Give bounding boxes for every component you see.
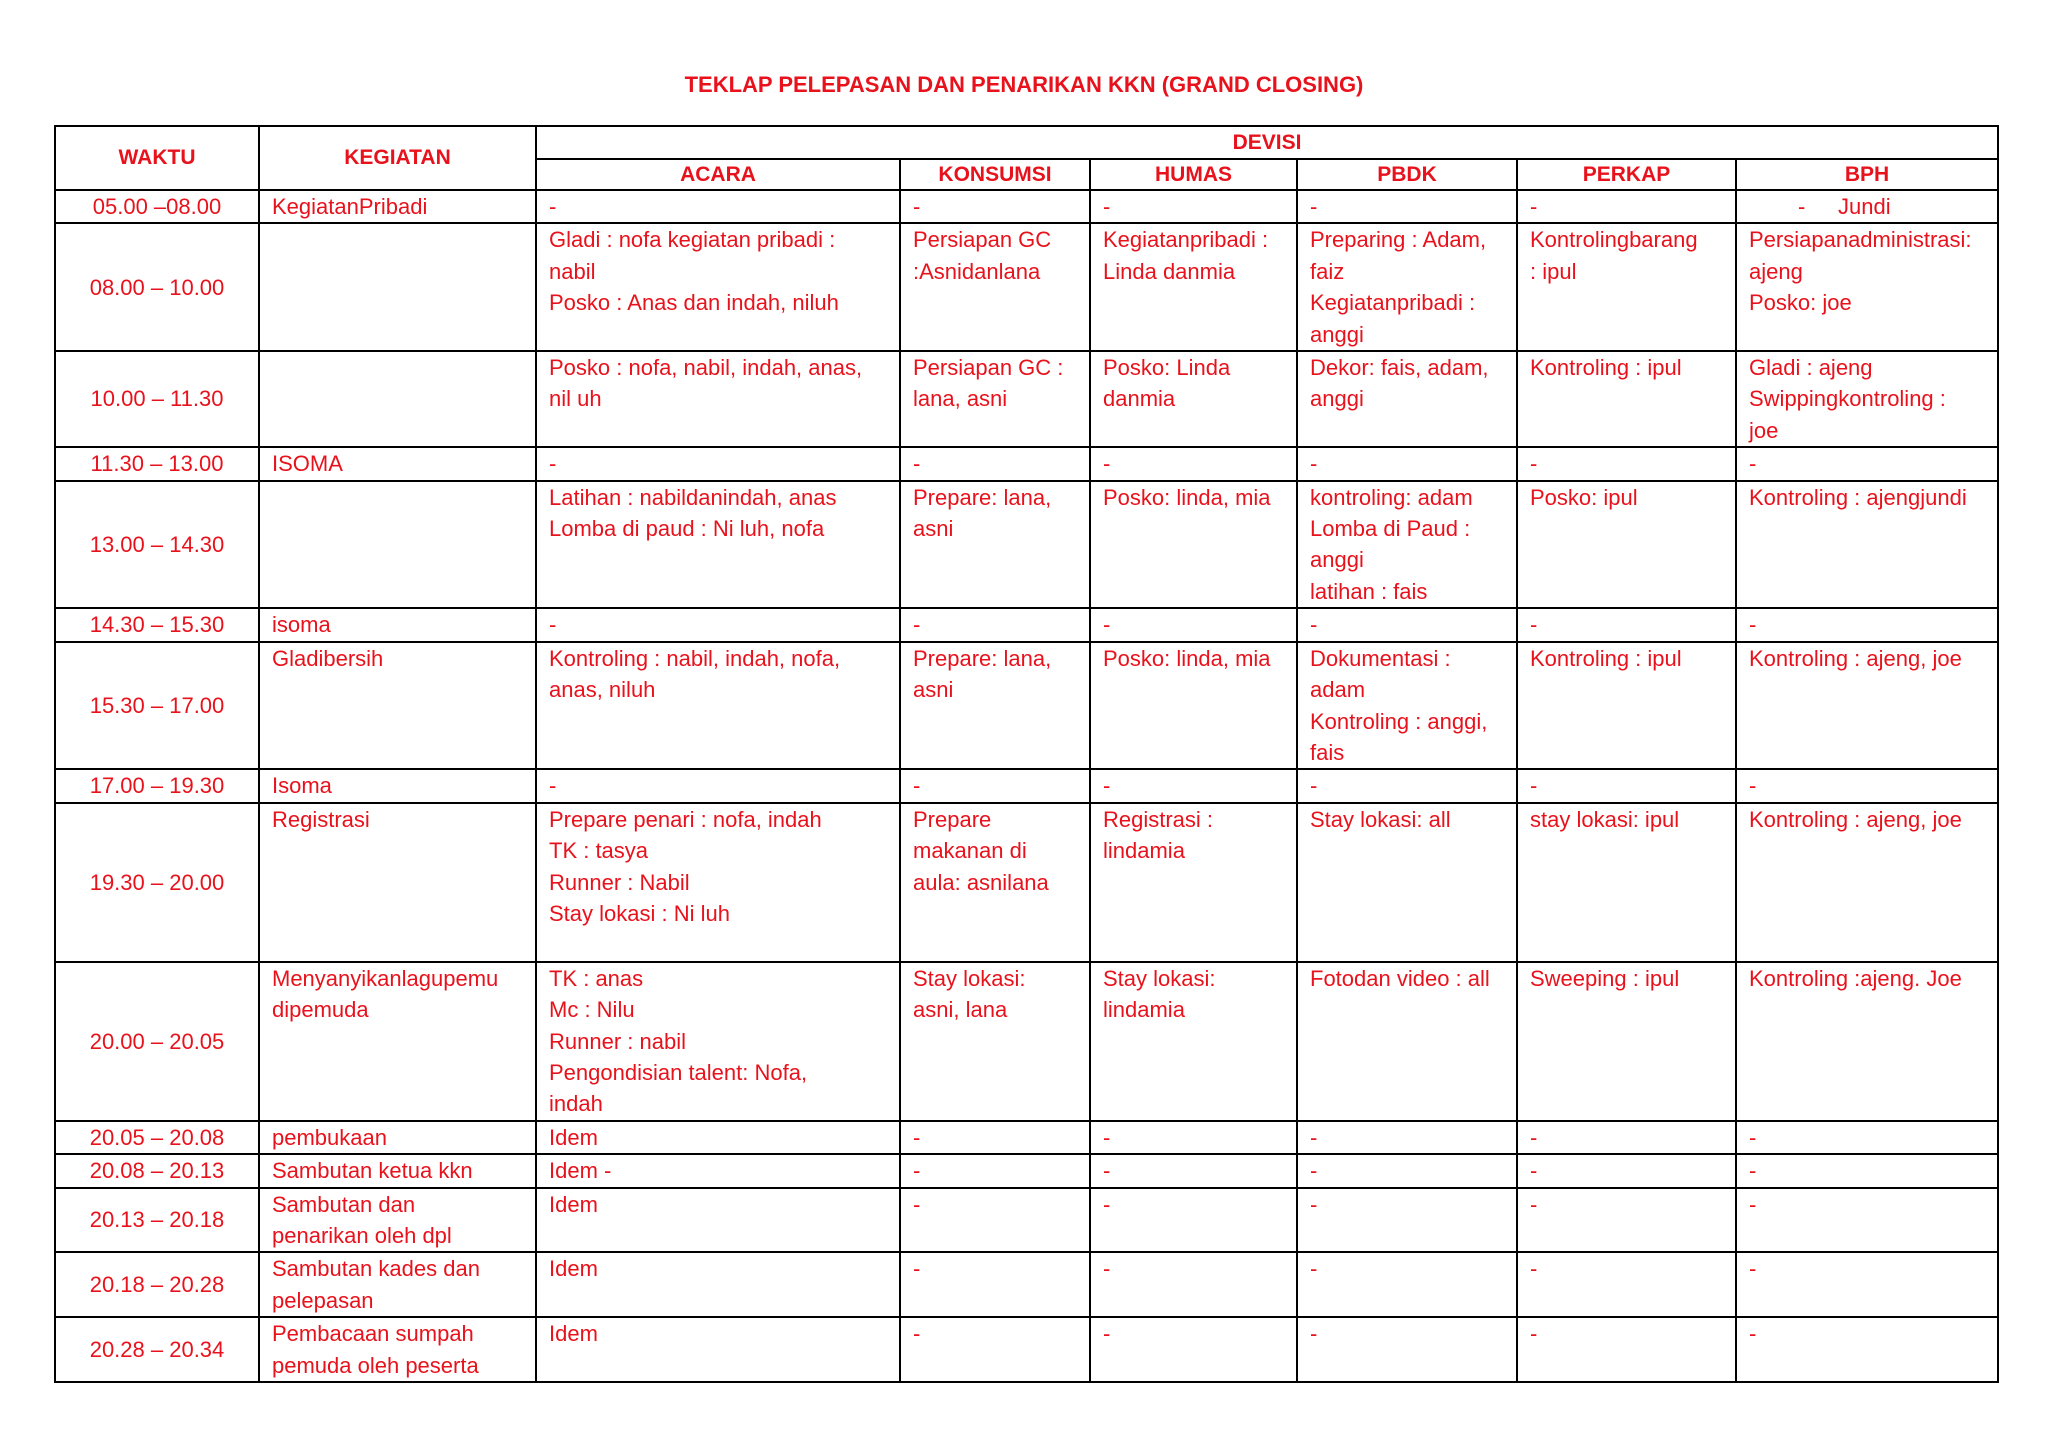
division-cell-pbdk bbox=[1297, 223, 1517, 351]
division-cell-acara bbox=[536, 642, 900, 770]
division-cell-humas bbox=[1090, 1154, 1297, 1187]
cell-line: Registrasi : bbox=[1103, 806, 1214, 832]
cell-line: Dekor: fais, adam, bbox=[1310, 355, 1489, 381]
schedule-row bbox=[55, 769, 1998, 802]
activity-cell bbox=[259, 1188, 536, 1253]
cell-line: Gladibersih bbox=[272, 645, 384, 671]
cell-line: Lomba di Paud : bbox=[1310, 516, 1471, 542]
division-cell-acara bbox=[536, 447, 900, 480]
cell-line: pembukaan bbox=[272, 1124, 387, 1150]
page-title: TEKLAP PELEPASAN DAN PENARIKAN KKN (GRAND CLOSING) bbox=[684, 72, 1364, 97]
cell-line: Kontroling :ajeng. Joe bbox=[1749, 965, 1962, 991]
cell-line: Runner : Nabil bbox=[549, 869, 690, 895]
cell-line: - bbox=[1310, 1321, 1318, 1347]
cell-line: asni bbox=[913, 516, 954, 542]
division-cell-acara bbox=[536, 1188, 900, 1253]
cell-line: :Asnidanlana bbox=[913, 258, 1041, 284]
cell-line: TK : tasya bbox=[549, 838, 649, 864]
cell-line: anggi bbox=[1310, 547, 1364, 573]
division-cell-konsumsi bbox=[900, 1317, 1090, 1382]
cell-line: Kontroling : ajeng, joe bbox=[1749, 806, 1962, 832]
cell-line: - bbox=[1530, 451, 1538, 477]
division-cell-konsumsi bbox=[900, 769, 1090, 802]
cell-line: - bbox=[1530, 1321, 1538, 1347]
division-cell-bph bbox=[1736, 769, 1998, 802]
division-cell-konsumsi bbox=[900, 642, 1090, 770]
cell-line: - bbox=[1103, 1321, 1111, 1347]
division-cell-acara bbox=[536, 1252, 900, 1317]
activity-cell bbox=[259, 803, 536, 962]
time-cell: 08.00 – 10.00 bbox=[55, 223, 259, 351]
cell-line: - bbox=[1103, 1124, 1111, 1150]
division-cell-humas bbox=[1090, 642, 1297, 770]
cell-line: - bbox=[1103, 1191, 1111, 1217]
division-cell-pbdk bbox=[1297, 351, 1517, 447]
cell-line: - bbox=[1310, 1191, 1318, 1217]
cell-line: Gladi : ajeng bbox=[1749, 355, 1873, 381]
cell-line: : ipul bbox=[1530, 258, 1577, 284]
cell-line: Idem bbox=[549, 1256, 598, 1282]
cell-line: Linda danmia bbox=[1103, 258, 1236, 284]
time-cell: 20.05 – 20.08 bbox=[55, 1121, 259, 1154]
cell-line: - bbox=[1749, 612, 1757, 638]
cell-line: - bbox=[1530, 1191, 1538, 1217]
activity-cell bbox=[259, 962, 536, 1121]
activity-cell bbox=[259, 769, 536, 802]
cell-line: indah bbox=[549, 1091, 603, 1117]
division-cell-bph bbox=[1736, 1317, 1998, 1382]
division-cell-konsumsi bbox=[900, 447, 1090, 480]
division-cell-humas bbox=[1090, 447, 1297, 480]
division-cell-bph bbox=[1736, 223, 1998, 351]
division-cell-perkap bbox=[1517, 1154, 1736, 1187]
division-cell-perkap bbox=[1517, 190, 1736, 223]
activity-cell bbox=[259, 481, 536, 609]
schedule-row bbox=[55, 1252, 1998, 1317]
cell-line: Sambutan ketua kkn bbox=[272, 1158, 473, 1184]
cell-line: danmia bbox=[1103, 386, 1176, 412]
schedule-row bbox=[55, 481, 1998, 609]
cell-line: Kontroling : nabil, indah, nofa, bbox=[549, 645, 841, 671]
activity-cell bbox=[259, 447, 536, 480]
cell-line: joe bbox=[1749, 417, 1779, 443]
division-header-perkap: PERKAP bbox=[1517, 159, 1736, 190]
cell-line: - bbox=[1749, 1158, 1757, 1184]
schedule-row bbox=[55, 642, 1998, 770]
division-header-konsumsi: KONSUMSI bbox=[900, 159, 1090, 190]
time-cell: 20.08 – 20.13 bbox=[55, 1154, 259, 1187]
activity-cell bbox=[259, 642, 536, 770]
cell-line: Dokumentasi : bbox=[1310, 645, 1451, 671]
cell-line: Stay lokasi: bbox=[913, 965, 1026, 991]
cell-line: makanan di bbox=[913, 838, 1027, 864]
activity-cell bbox=[259, 190, 536, 223]
cell-line: isoma bbox=[272, 612, 331, 638]
cell-line: Kontroling : ipul bbox=[1530, 355, 1682, 381]
division-cell-humas bbox=[1090, 190, 1297, 223]
division-cell-perkap bbox=[1517, 1188, 1736, 1253]
division-cell-pbdk bbox=[1297, 642, 1517, 770]
cell-line: - bbox=[1310, 612, 1318, 638]
time-cell: 15.30 – 17.00 bbox=[55, 642, 259, 770]
time-cell: 20.00 – 20.05 bbox=[55, 962, 259, 1121]
division-cell-acara bbox=[536, 1154, 900, 1187]
cell-line: Menyanyikanlagupemu bbox=[272, 965, 499, 991]
cell-line: - bbox=[1749, 773, 1757, 799]
cell-line: latihan : fais bbox=[1310, 578, 1428, 604]
header-waktu: WAKTU bbox=[55, 126, 259, 190]
division-cell-pbdk bbox=[1297, 447, 1517, 480]
division-cell-acara bbox=[536, 190, 900, 223]
cell-line: - bbox=[913, 194, 921, 219]
cell-line: - bbox=[549, 451, 557, 477]
cell-line: - bbox=[1749, 1191, 1757, 1217]
cell-line: - bbox=[1103, 1256, 1111, 1282]
cell-line: nabil bbox=[549, 258, 596, 284]
cell-line: Persiapan GC : bbox=[913, 355, 1064, 381]
cell-line: - bbox=[913, 1256, 921, 1282]
cell-line: Stay lokasi : Ni luh bbox=[549, 900, 730, 926]
time-cell: 13.00 – 14.30 bbox=[55, 481, 259, 609]
cell-line: Posko: ipul bbox=[1530, 484, 1638, 510]
cell-line: Isoma bbox=[272, 773, 332, 799]
division-cell-perkap bbox=[1517, 1317, 1736, 1382]
cell-line: fais bbox=[1310, 739, 1345, 765]
cell-line: - bbox=[1749, 1124, 1757, 1150]
list-item-text: Jundi bbox=[1838, 194, 1891, 219]
division-cell-acara bbox=[536, 223, 900, 351]
table-body bbox=[55, 190, 1998, 1382]
cell-line: Fotodan video : all bbox=[1310, 965, 1490, 991]
cell-line: Posko : Anas dan indah, niluh bbox=[549, 290, 839, 316]
cell-line: Persiapanadministrasi: bbox=[1749, 227, 1972, 253]
division-cell-pbdk bbox=[1297, 608, 1517, 641]
division-cell-acara bbox=[536, 608, 900, 641]
cell-line: Idem bbox=[549, 1321, 598, 1347]
schedule-row bbox=[55, 803, 1998, 962]
division-cell-humas bbox=[1090, 962, 1297, 1121]
division-cell-humas bbox=[1090, 769, 1297, 802]
cell-line: aula: asnilana bbox=[913, 869, 1049, 895]
schedule-row bbox=[55, 351, 1998, 447]
cell-line: stay lokasi: ipul bbox=[1530, 806, 1680, 832]
division-cell-bph bbox=[1736, 962, 1998, 1121]
division-cell-humas bbox=[1090, 481, 1297, 609]
division-cell-bph bbox=[1736, 608, 1998, 641]
activity-cell bbox=[259, 223, 536, 351]
cell-line: Pembacaan sumpah bbox=[272, 1321, 474, 1347]
division-cell-perkap bbox=[1517, 803, 1736, 962]
cell-line: Swippingkontroling : bbox=[1749, 386, 1946, 412]
cell-line: - bbox=[1310, 773, 1318, 799]
cell-line: - bbox=[913, 451, 921, 477]
cell-line: lindamia bbox=[1103, 838, 1185, 864]
activity-cell bbox=[259, 608, 536, 641]
division-cell-perkap bbox=[1517, 351, 1736, 447]
cell-line: anas, niluh bbox=[549, 677, 656, 703]
division-header-bph: BPH bbox=[1736, 159, 1998, 190]
cell-line: - bbox=[913, 773, 921, 799]
cell-line: Mc : Nilu bbox=[549, 997, 635, 1023]
division-cell-pbdk bbox=[1297, 962, 1517, 1121]
cell-line: Sambutan kades dan bbox=[272, 1256, 480, 1282]
cell-line: Idem bbox=[549, 1191, 598, 1217]
cell-line: Latihan : nabildanindah, anas bbox=[549, 484, 837, 510]
cell-line: - bbox=[1530, 1158, 1538, 1184]
list-bullet: - bbox=[1798, 194, 1806, 219]
cell-line: - bbox=[1530, 194, 1538, 219]
cell-line: Sweeping : ipul bbox=[1530, 965, 1680, 991]
time-cell: 19.30 – 20.00 bbox=[55, 803, 259, 962]
cell-line: Persiapan GC bbox=[913, 227, 1052, 253]
division-cell-bph bbox=[1736, 1121, 1998, 1154]
division-cell-pbdk bbox=[1297, 769, 1517, 802]
division-cell-acara bbox=[536, 962, 900, 1121]
division-cell-konsumsi bbox=[900, 351, 1090, 447]
cell-line: - bbox=[1310, 1256, 1318, 1282]
cell-line: - bbox=[549, 194, 557, 219]
division-cell-humas bbox=[1090, 351, 1297, 447]
cell-line: nil uh bbox=[549, 386, 602, 412]
cell-line: pelepasan bbox=[272, 1287, 374, 1313]
cell-line: Gladi : nofa kegiatan pribadi : bbox=[549, 227, 836, 253]
cell-line: Stay lokasi: all bbox=[1310, 806, 1451, 832]
cell-line: Posko: linda, mia bbox=[1103, 484, 1271, 510]
division-cell-humas bbox=[1090, 1317, 1297, 1382]
cell-line: Kegiatanpribadi : bbox=[1103, 227, 1269, 253]
cell-line: - bbox=[913, 1321, 921, 1347]
division-cell-pbdk bbox=[1297, 1252, 1517, 1317]
division-cell-perkap bbox=[1517, 223, 1736, 351]
division-cell-pbdk bbox=[1297, 803, 1517, 962]
cell-line: pemuda oleh peserta bbox=[272, 1352, 479, 1378]
division-cell-bph bbox=[1736, 190, 1998, 223]
division-cell-bph bbox=[1736, 481, 1998, 609]
division-cell-acara bbox=[536, 769, 900, 802]
table-header bbox=[55, 126, 1998, 190]
schedule-row bbox=[55, 223, 1998, 351]
division-cell-bph bbox=[1736, 642, 1998, 770]
division-cell-humas bbox=[1090, 1188, 1297, 1253]
cell-line: - bbox=[1310, 194, 1318, 219]
division-cell-humas bbox=[1090, 1121, 1297, 1154]
division-cell-bph bbox=[1736, 1188, 1998, 1253]
cell-line: - bbox=[1749, 1321, 1757, 1347]
division-cell-bph bbox=[1736, 447, 1998, 480]
cell-line: Posko: linda, mia bbox=[1103, 645, 1271, 671]
schedule-row bbox=[55, 1121, 1998, 1154]
division-cell-perkap bbox=[1517, 481, 1736, 609]
cell-line: - bbox=[1310, 451, 1318, 477]
schedule-row bbox=[55, 1154, 1998, 1187]
schedule-row bbox=[55, 608, 1998, 641]
cell-line: Registrasi bbox=[272, 806, 370, 832]
cell-line: - bbox=[1530, 612, 1538, 638]
cell-line: Kegiatanpribadi : bbox=[1310, 290, 1476, 316]
cell-line: - bbox=[1749, 451, 1757, 477]
cell-line: anggi bbox=[1310, 321, 1364, 347]
division-cell-pbdk bbox=[1297, 481, 1517, 609]
division-cell-bph bbox=[1736, 803, 1998, 962]
cell-line: Prepare: lana, bbox=[913, 645, 1052, 671]
cell-line: anggi bbox=[1310, 386, 1364, 412]
cell-line: Prepare bbox=[913, 806, 992, 832]
cell-line: - bbox=[549, 612, 557, 638]
division-cell-konsumsi bbox=[900, 1154, 1090, 1187]
activity-cell bbox=[259, 1154, 536, 1187]
cell-line: ajeng bbox=[1749, 258, 1803, 284]
division-cell-konsumsi bbox=[900, 803, 1090, 962]
cell-line: - bbox=[1530, 1124, 1538, 1150]
header-kegiatan: KEGIATAN bbox=[259, 126, 536, 190]
division-cell-humas bbox=[1090, 803, 1297, 962]
cell-line: ISOMA bbox=[272, 451, 343, 477]
time-cell: 05.00 –08.00 bbox=[55, 190, 259, 223]
division-cell-perkap bbox=[1517, 642, 1736, 770]
activity-cell bbox=[259, 1252, 536, 1317]
division-cell-pbdk bbox=[1297, 1154, 1517, 1187]
division-cell-bph bbox=[1736, 351, 1998, 447]
cell-line: Kontroling : ipul bbox=[1530, 645, 1682, 671]
cell-line: - bbox=[1530, 1256, 1538, 1282]
cell-line: Runner : nabil bbox=[549, 1028, 686, 1054]
cell-line: - bbox=[913, 1124, 921, 1150]
cell-line: asni, lana bbox=[913, 997, 1008, 1023]
division-cell-acara bbox=[536, 803, 900, 962]
cell-line: Posko: joe bbox=[1749, 290, 1852, 316]
division-cell-perkap bbox=[1517, 447, 1736, 480]
division-cell-perkap bbox=[1517, 1121, 1736, 1154]
cell-line: - bbox=[1103, 773, 1111, 799]
schedule-row bbox=[55, 1188, 1998, 1253]
cell-line: - bbox=[1310, 1158, 1318, 1184]
cell-line: - bbox=[549, 773, 557, 799]
division-cell-bph bbox=[1736, 1154, 1998, 1187]
cell-line: Posko: Linda bbox=[1103, 355, 1231, 381]
division-cell-konsumsi bbox=[900, 481, 1090, 609]
cell-line: dipemuda bbox=[272, 997, 369, 1023]
division-cell-perkap bbox=[1517, 962, 1736, 1121]
cell-line: Kontrolingbarang bbox=[1530, 227, 1698, 253]
cell-line: Pengondisian talent: Nofa, bbox=[549, 1059, 808, 1085]
time-cell: 17.00 – 19.30 bbox=[55, 769, 259, 802]
time-cell: 10.00 – 11.30 bbox=[55, 351, 259, 447]
schedule-row bbox=[55, 190, 1998, 223]
cell-line: Prepare: lana, bbox=[913, 484, 1052, 510]
cell-line: - bbox=[1103, 194, 1111, 219]
cell-line: penarikan oleh dpl bbox=[272, 1222, 452, 1248]
division-cell-acara bbox=[536, 1317, 900, 1382]
header-devisi: DEVISI bbox=[536, 126, 1998, 159]
cell-line: - bbox=[1749, 1256, 1757, 1282]
division-cell-konsumsi bbox=[900, 1252, 1090, 1317]
cell-line: Sambutan dan bbox=[272, 1191, 416, 1217]
schedule-row bbox=[55, 447, 1998, 480]
division-cell-pbdk bbox=[1297, 1188, 1517, 1253]
cell-line: - bbox=[913, 1158, 921, 1184]
cell-line: - bbox=[1103, 612, 1111, 638]
cell-line: - bbox=[913, 1191, 921, 1217]
division-header-humas: HUMAS bbox=[1090, 159, 1297, 190]
division-cell-bph bbox=[1736, 1252, 1998, 1317]
header-row bbox=[55, 126, 1998, 159]
schedule-row bbox=[55, 962, 1998, 1121]
cell-line: Prepare penari : nofa, indah bbox=[549, 806, 822, 832]
division-cell-konsumsi bbox=[900, 1188, 1090, 1253]
division-cell-humas bbox=[1090, 608, 1297, 641]
time-cell: 20.13 – 20.18 bbox=[55, 1188, 259, 1253]
division-cell-acara bbox=[536, 481, 900, 609]
cell-line: Idem bbox=[549, 1124, 598, 1150]
cell-line: Lomba di paud : Ni luh, nofa bbox=[549, 516, 825, 542]
division-header-acara: ACARA bbox=[536, 159, 900, 190]
cell-line: adam bbox=[1310, 677, 1366, 703]
cell-line: - bbox=[1103, 451, 1111, 477]
division-cell-konsumsi bbox=[900, 223, 1090, 351]
cell-line: Preparing : Adam, bbox=[1310, 227, 1487, 253]
division-cell-konsumsi bbox=[900, 1121, 1090, 1154]
division-cell-humas bbox=[1090, 223, 1297, 351]
cell-line: - bbox=[1310, 1124, 1318, 1150]
cell-line: asni bbox=[913, 677, 954, 703]
cell-line: lana, asni bbox=[913, 386, 1008, 412]
cell-line: Kontroling : ajengjundi bbox=[1749, 484, 1967, 510]
division-cell-pbdk bbox=[1297, 1317, 1517, 1382]
division-header-pbdk: PBDK bbox=[1297, 159, 1517, 190]
cell-line: TK : anas bbox=[549, 965, 644, 991]
cell-line: faiz bbox=[1310, 258, 1345, 284]
cell-line bbox=[1749, 191, 1993, 222]
division-cell-konsumsi bbox=[900, 190, 1090, 223]
division-cell-pbdk bbox=[1297, 190, 1517, 223]
division-cell-konsumsi bbox=[900, 608, 1090, 641]
cell-line: Stay lokasi: bbox=[1103, 965, 1216, 991]
time-cell: 20.18 – 20.28 bbox=[55, 1252, 259, 1317]
cell-line: lindamia bbox=[1103, 997, 1185, 1023]
division-cell-acara bbox=[536, 351, 900, 447]
division-cell-pbdk bbox=[1297, 1121, 1517, 1154]
cell-line: Idem - bbox=[549, 1158, 612, 1184]
division-cell-perkap bbox=[1517, 608, 1736, 641]
cell-line: Kontroling : ajeng, joe bbox=[1749, 645, 1962, 671]
cell-line: Posko : nofa, nabil, indah, anas, bbox=[549, 355, 863, 381]
cell-line: - bbox=[1530, 773, 1538, 799]
division-cell-konsumsi bbox=[900, 962, 1090, 1121]
division-cell-humas bbox=[1090, 1252, 1297, 1317]
cell-line: - bbox=[913, 612, 921, 638]
division-cell-perkap bbox=[1517, 769, 1736, 802]
time-cell: 14.30 – 15.30 bbox=[55, 608, 259, 641]
time-cell: 20.28 – 20.34 bbox=[55, 1317, 259, 1382]
schedule-row bbox=[55, 1317, 1998, 1382]
activity-cell bbox=[259, 1317, 536, 1382]
activity-cell bbox=[259, 1121, 536, 1154]
activity-cell bbox=[259, 351, 536, 447]
time-cell: 11.30 – 13.00 bbox=[55, 447, 259, 480]
schedule-table bbox=[54, 125, 1999, 1383]
cell-line: - bbox=[1103, 1158, 1111, 1184]
cell-line: KegiatanPribadi bbox=[272, 194, 428, 219]
division-cell-perkap bbox=[1517, 1252, 1736, 1317]
cell-line: kontroling: adam bbox=[1310, 484, 1473, 510]
cell-line: Kontroling : anggi, bbox=[1310, 708, 1488, 734]
division-cell-acara bbox=[536, 1121, 900, 1154]
